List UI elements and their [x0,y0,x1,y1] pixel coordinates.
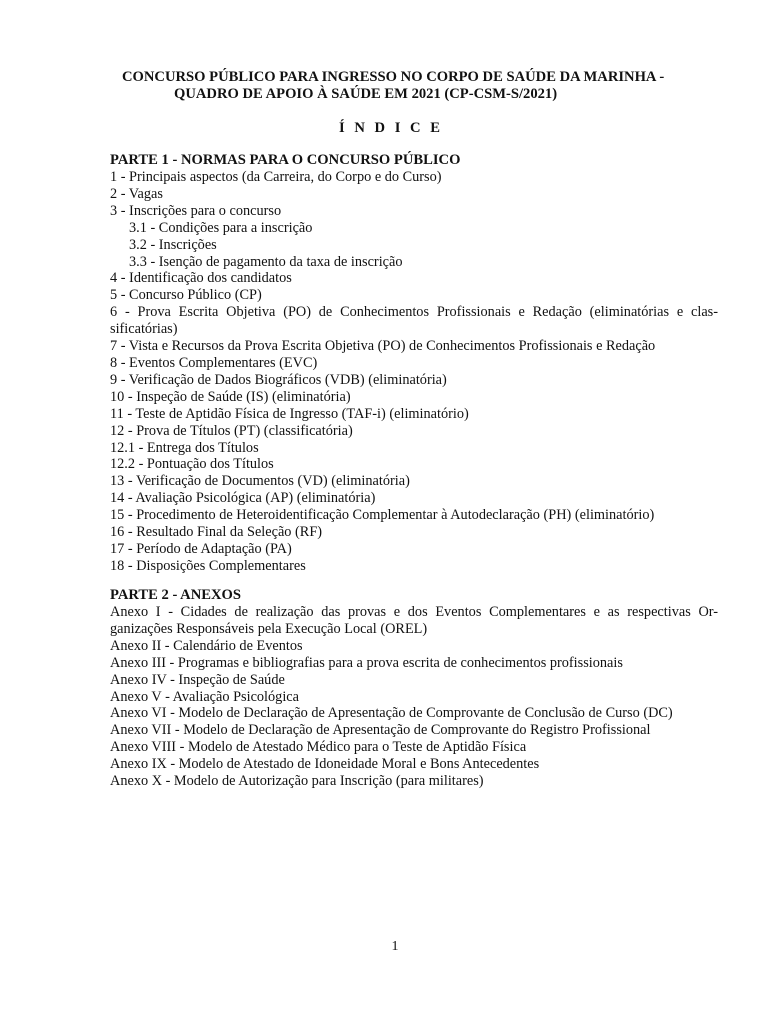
list-item: Anexo VI - Modelo de Declaração de Apresentação de Comprovante de Conclusão de Curso (DC) [110,705,673,722]
list-item: 4 - Identificação dos candidatos [110,270,292,287]
title-line-2: QUADRO DE APOIO À SAÚDE EM 2021 (CP-CSM-S/2021) [174,86,558,102]
list-item: Anexo IX - Modelo de Atestado de Idoneidade Moral e Bons Antecedentes [110,756,540,773]
list-item: 15 - Procedimento de Heteroidentificação Complementar à Autodeclaração (PH) (eliminatório) [110,507,655,524]
list-item: Anexo X - Modelo de Autorização para Inscrição (para militares) [110,773,484,790]
part1-heading: PARTE 1 - NORMAS PARA O CONCURSO PÚBLICO [110,152,461,168]
list-item: 9 - Verificação de Dados Biográficos (VDB) (eliminatória) [110,371,447,388]
list-item: 12.2 - Pontuação dos Títulos [110,456,274,473]
list-item: 3 - Inscrições para o concurso [110,202,282,219]
part2-heading: PARTE 2 - ANEXOS [110,587,241,603]
list-item: 8 - Eventos Complementares (EVC) [110,354,318,371]
list-item: 18 - Disposições Complementares [110,557,306,574]
list-item: 3.2 - Inscrições [129,236,217,253]
list-item: Anexo V - Avaliação Psicológica [110,688,299,705]
list-item: 10 - Inspeção de Saúde (IS) (eliminatória) [110,388,351,405]
list-item: 11 - Teste de Aptidão Física de Ingresso (TAF-i) (eliminatório) [110,405,469,422]
index-heading: Í N D I C E [339,120,443,136]
list-item: 12 - Prova de Títulos (PT) (classificatória) [110,422,353,439]
title-line-1: CONCURSO PÚBLICO PARA INGRESSO NO CORPO DE SAÚDE DA MARINHA - [122,69,665,85]
list-item: 13 - Verificação de Documentos (VD) (eliminatória) [110,473,410,490]
part1-section [110,152,718,575]
list-item: 7 - Vista e Recursos da Prova Escrita Objetiva (PO) de Conhecimentos Profissionais e Redação [110,338,656,355]
list-item: 3.3 - Isenção de pagamento da taxa de inscrição [129,253,403,270]
list-item: Anexo VII - Modelo de Declaração de Apresentação de Comprovante do Registro Profissional [110,722,651,739]
list-item: Anexo I - Cidades de realização das provas e dos Eventos Complementares e as respectivas Or-ganizações Responsáveis pela Execução Local (OREL) [110,604,718,637]
part2-list [110,604,718,790]
list-item: 12.1 - Entrega dos Títulos [110,439,259,456]
document-title [0,69,770,103]
list-item: Anexo III - Programas e bibliografias para a prova escrita de conhecimentos profissionais [110,654,623,671]
list-item: 14 - Avaliação Psicológica (AP) (eliminatória) [110,490,376,507]
list-item: 3.1 - Condições para a inscrição [129,219,313,236]
list-item: Anexo II - Calendário de Eventos [110,637,303,654]
list-item: 17 - Período de Adaptação (PA) [110,540,292,557]
part1-list [110,169,718,575]
list-item: 6 - Prova Escrita Objetiva (PO) de Conhecimentos Profissionais e Redação (eliminatórias e clas-sificatórias) [110,304,718,338]
list-item: 2 - Vagas [110,185,163,202]
part2-section [110,587,718,790]
list-item: 5 - Concurso Público (CP) [110,287,262,304]
list-item: Anexo VIII - Modelo de Atestado Médico para o Teste de Aptidão Física [110,739,527,756]
list-item: 1 - Principais aspectos (da Carreira, do Corpo e do Curso) [110,169,442,185]
page-number: 1 [391,939,399,954]
list-item: 16 - Resultado Final da Seleção (RF) [110,524,323,541]
list-item: Anexo IV - Inspeção de Saúde [110,671,285,688]
